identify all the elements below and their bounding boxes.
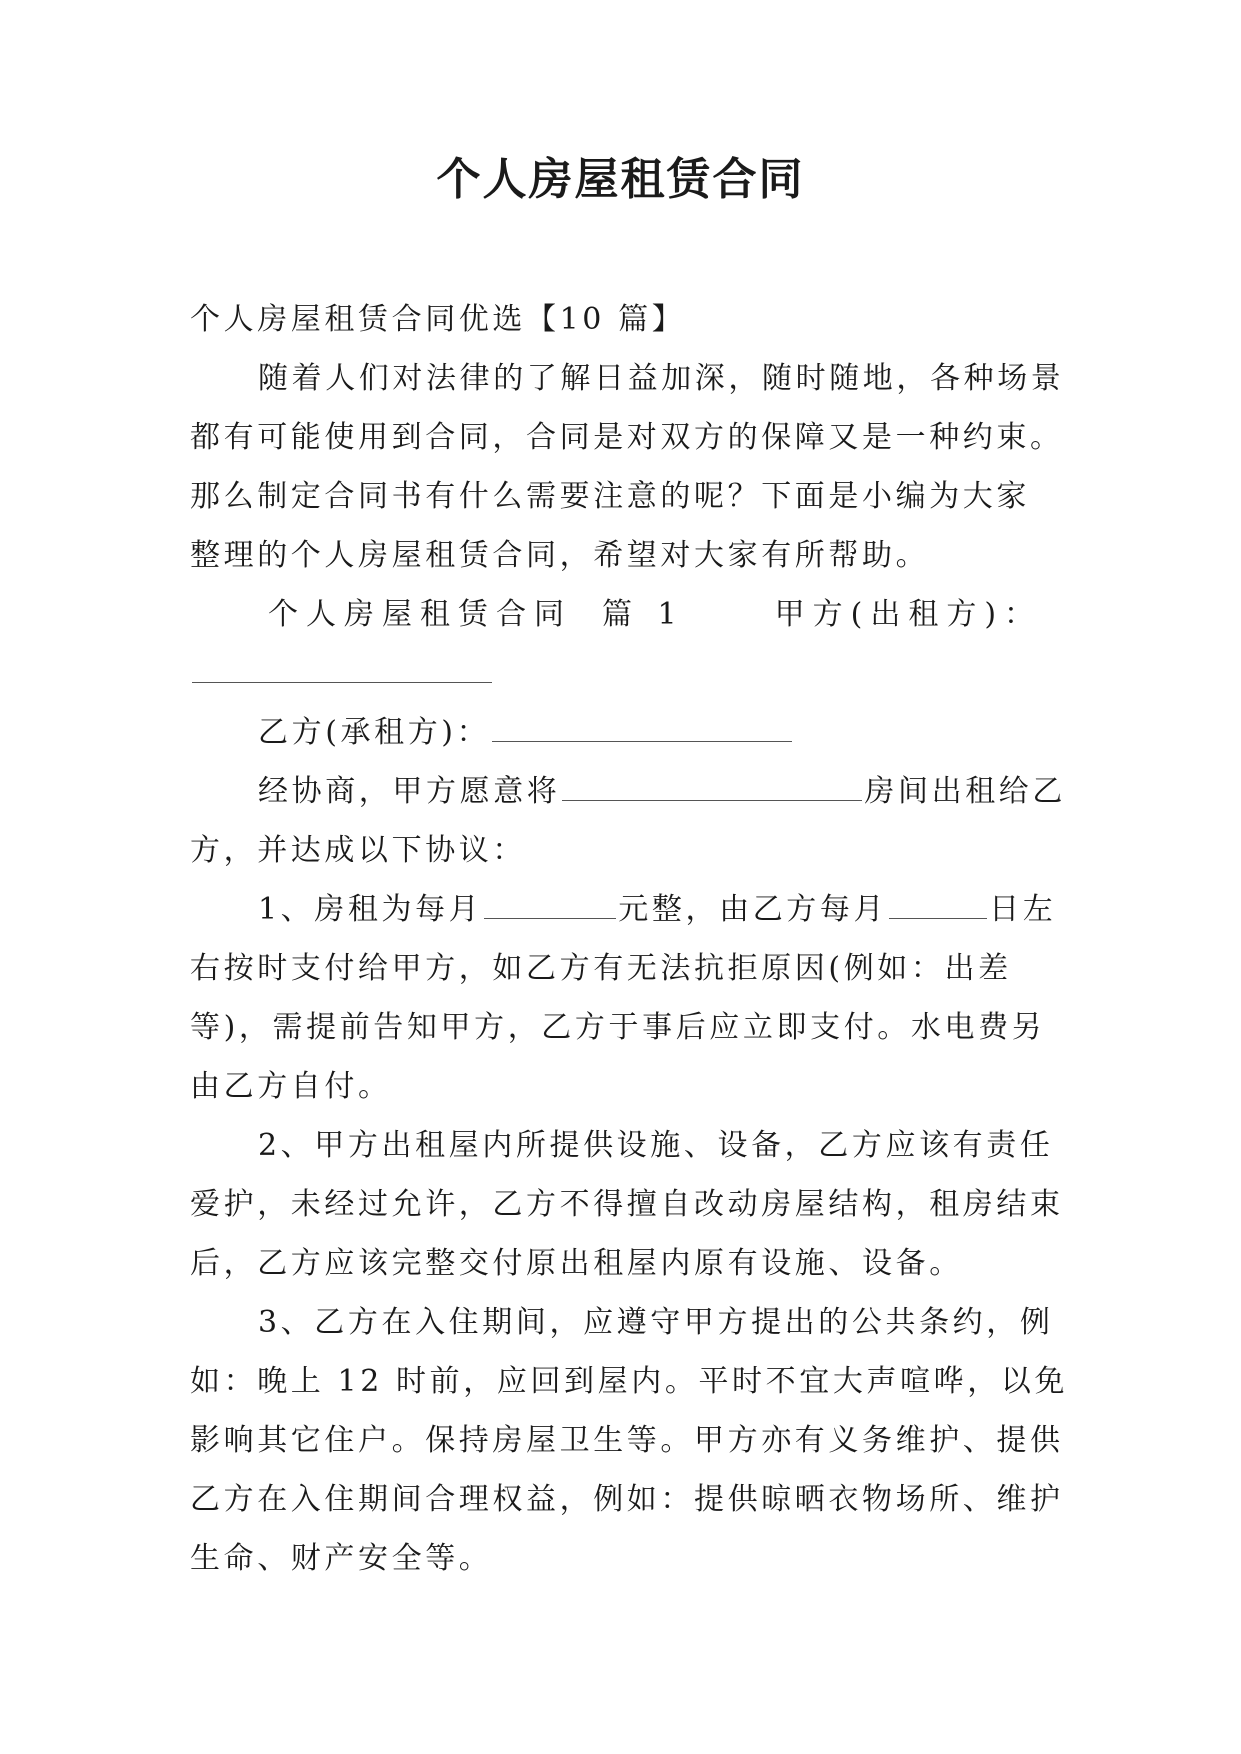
party-a-blank-line: [190, 644, 1070, 703]
clause2-line-3: 后，乙方应该完整交付原出租屋内原有设施、设备。: [190, 1246, 963, 1281]
clause1-line-1: [190, 880, 1070, 939]
room-blank: [562, 766, 862, 801]
intro-line-1: 随着人们对法律的了解日益加深，随时随地，各种场景: [258, 361, 1065, 396]
clause3-line-4: 乙方在入住期间合理权益，例如：提供晾晒衣物场所、维护: [190, 1482, 1064, 1517]
intro-line-4: 整理的个人房屋租赁合同，希望对大家有所帮助。: [190, 538, 930, 573]
clause3-line-3: 影响其它住户。保持房屋卫生等。甲方亦有义务维护、提供: [190, 1423, 1064, 1458]
clause3-line-2: 如：晚上 12 时前，应回到屋内。平时不宜大声喧哗，以免: [190, 1364, 1069, 1399]
intro-line-3: 那么制定合同书有什么需要注意的呢？下面是小编为大家: [190, 479, 1030, 514]
party-b-line: [190, 703, 1070, 762]
intro-line-2: 都有可能使用到合同，合同是对双方的保障又是一种约束。: [190, 420, 1064, 455]
pay-day-blank: [889, 884, 987, 919]
clause1-part-3: 日左: [989, 892, 1057, 927]
section-heading: [190, 585, 1070, 644]
agreement-part-1: 经协商，甲方愿意将: [258, 774, 561, 809]
clause1-line-3: 等)，需提前告知甲方，乙方于事后应立即支付。水电费另: [190, 1010, 1046, 1045]
clause1-part-2: 元整，由乙方每月: [618, 892, 888, 927]
clause2-line-1: 2、甲方出租屋内所提供设施、设备，乙方应该有责任: [258, 1128, 1054, 1163]
clause3-line-1: 3、乙方在入住期间，应遵守甲方提出的公共条约，例: [258, 1305, 1054, 1340]
document-subtitle: 个人房屋租赁合同优选【10 篇】: [190, 302, 686, 337]
agreement-part-2: 房间出租给乙: [864, 774, 1067, 809]
clause2-line-2: 爱护，未经过允许，乙方不得擅自改动房屋结构，租房结束: [190, 1187, 1064, 1222]
clause1-line-2: 右按时支付给甲方，如乙方有无法抗拒原因(例如：出差: [190, 951, 1012, 986]
party-b-blank: [492, 707, 792, 742]
document-title: 个人房屋租赁合同: [436, 154, 805, 205]
section-heading-number: 篇 1: [602, 597, 685, 632]
rent-amount-blank: [484, 884, 616, 919]
party-b-label: 乙方(承租方)：: [258, 715, 491, 750]
clause1-line-4: 由乙方自付。: [190, 1069, 392, 1104]
party-a-label: 甲方(出租方)：: [774, 597, 1043, 632]
agreement-line-1: [190, 762, 1070, 821]
document-body: [190, 290, 1070, 1588]
clause1-part-1: 1、房租为每月: [258, 892, 483, 927]
clause3-line-5: 生命、财产安全等。: [190, 1541, 493, 1576]
agreement-line-2: 方，并达成以下协议：: [190, 833, 526, 868]
party-a-blank: [192, 648, 492, 683]
section-heading-name: 个人房屋租赁合同: [268, 597, 572, 632]
